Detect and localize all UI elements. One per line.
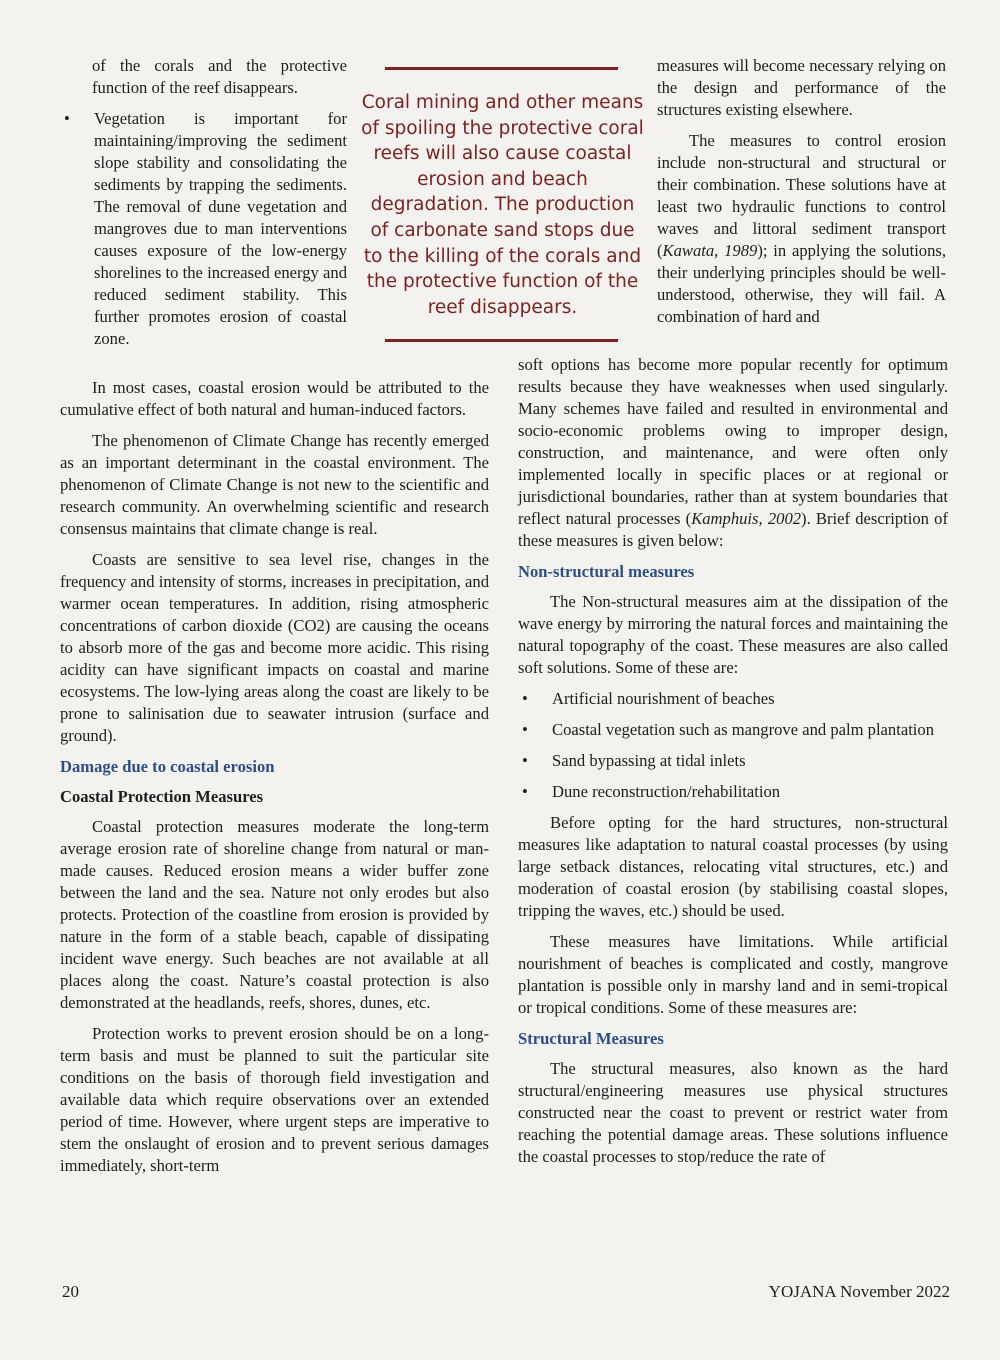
paragraph: The phenomenon of Climate Change has recently emerged as an important determinant in the coastal environment. The phenomenon of Climate Change is not new to the scientific and research community. An overwhelming scientific and research consensus maintains that climate change is real.	[60, 431, 489, 538]
paragraph-text: ); in applying the solutions, their underlying principles should be well-understood, otherwise, they will fail. A combination of hard and	[657, 241, 946, 326]
section-heading: Non-structural measures	[518, 562, 695, 581]
paragraph	[657, 130, 946, 328]
section-heading: Damage due to coastal erosion	[60, 757, 275, 776]
bullet-list	[518, 688, 948, 803]
paragraph-text: soft options has become more popular recently for optimum results because they have weaknesses when used singularly. Many schemes have failed and resulted in environmental and socio-economic problems owing to improper design, construction, and maintenance, and were often only implemented locally in specific places or at regional or jurisdictional boundaries, rather than at system boundaries that reflect natural processes (	[518, 355, 948, 528]
paragraph: Coasts are sensitive to sea level rise, changes in the frequency and intensity of storms, increases in precipitation, and warmer ocean temperatures. In addition, rising atmospheric concentrations of carbon dioxide (CO2) are causing the oceans to absorb more of the gas and become more acidic. This rising acidity can have significant impacts on coastal and marine ecosystems. The low-lying areas along the coast are likely to be prone to salinisation due to seawater intrusion (surface and ground).	[60, 550, 489, 745]
paragraph: The Non-structural measures aim at the dissipation of the wave energy by mirroring the natural forces and maintaining the natural topography of the coast. These measures are also called soft solutions. Some of these are:	[518, 592, 948, 677]
right-column-top	[657, 55, 946, 337]
paragraph: Coastal protection measures moderate the long-term average erosion rate of shoreline change from natural or man-made causes. Reduced erosion means a wider buffer zone between the land and the sea. Nature not only erodes but also protects. Protection of the coastline from erosion is provided by nature in the form of a stable beach, capable of dissipating incident wave energy. Such beaches are not available at all places along the coast. Nature’s coastal protection is also demonstrated at the headlands, reefs, shores, dunes, etc.	[60, 817, 489, 1012]
continued-paragraph: measures will become necessary relying on the design and performance of the structures existing elsewhere.	[657, 56, 946, 119]
list-item: • Coastal vegetation such as mangrove and palm plantation	[518, 719, 948, 741]
citation: Kawata, 1989	[662, 241, 758, 260]
page-number: 20	[62, 1282, 79, 1301]
left-column-top	[60, 55, 347, 359]
list-item: • Sand bypassing at tidal inlets	[518, 750, 948, 772]
pull-quote: Coral mining and other means of spoiling the protective coral reefs will also cause coastal erosion and beach degradation. The production of carbonate sand stops due to the killing of the corals and the protective function of the reef disappears.	[361, 92, 644, 318]
paragraph: Protection works to prevent erosion should be on a long-term basis and must be planned to suit the particular site conditions on the basis of thorough field investigation and available data which require observations over an extended period of time. However, where urgent steps are imperative to stem the onslaught of erosion and to prevent serious damages immediately, short-term	[60, 1024, 489, 1175]
pullquote-bottom-rule	[385, 339, 618, 342]
left-column	[60, 377, 489, 1186]
pullquote-top-rule	[385, 67, 618, 70]
bullet-list	[60, 108, 347, 350]
paragraph	[518, 354, 948, 552]
paragraph-text: ). Brief description of these measures is given below:	[518, 509, 948, 550]
paragraph: The structural measures, also known as the hard structural/engineering measures use physical structures constructed near the coast to prevent or restrict water from reaching the potential damage areas. These solutions influence the coastal processes to stop/reduce the rate of	[518, 1059, 948, 1166]
subsection-heading: Coastal Protection Measures	[60, 787, 264, 806]
paragraph: Before opting for the hard structures, non-structural measures like adaptation to natural coastal processes (by using large setback distances, relocating vital structures, etc.) and moderation of coastal erosion (by stabilising coastal slopes, tripping the waves, etc.) should be used.	[518, 813, 948, 920]
section-heading: Structural Measures	[518, 1029, 664, 1048]
publication-footer: YOJANA November 2022	[768, 1282, 950, 1301]
continued-paragraph: of the corals and the protective function of the reef disappears.	[92, 56, 347, 97]
list-item: • Artificial nourishment of beaches	[518, 688, 948, 710]
list-item: • Dune reconstruction/rehabilitation	[518, 781, 948, 803]
paragraph-text: The measures to control erosion include non-structural and structural or their combination. These solutions have at least two hydraulic functions to control waves and littoral sediment transport (	[657, 131, 946, 260]
list-item: • Vegetation is important for maintaining/improving the sediment slope stability and consolidating the sediments by trapping the sediments. The removal of dune vegetation and mangroves due to man interventions causes exposure of the low-energy shorelines to the increased energy and reduced sediment stability. This further promotes erosion of coastal zone.	[60, 108, 347, 350]
paragraph: In most cases, coastal erosion would be attributed to the cumulative effect of both natural and human-induced factors.	[60, 378, 489, 419]
citation: Kamphuis, 2002	[691, 509, 802, 528]
paragraph: These measures have limitations. While artificial nourishment of beaches is complicated and costly, mangrove plantation is possible only in marshy land and in semi-tropical or tropical conditions. Some of these measures are:	[518, 932, 948, 1017]
right-column	[518, 354, 948, 1177]
